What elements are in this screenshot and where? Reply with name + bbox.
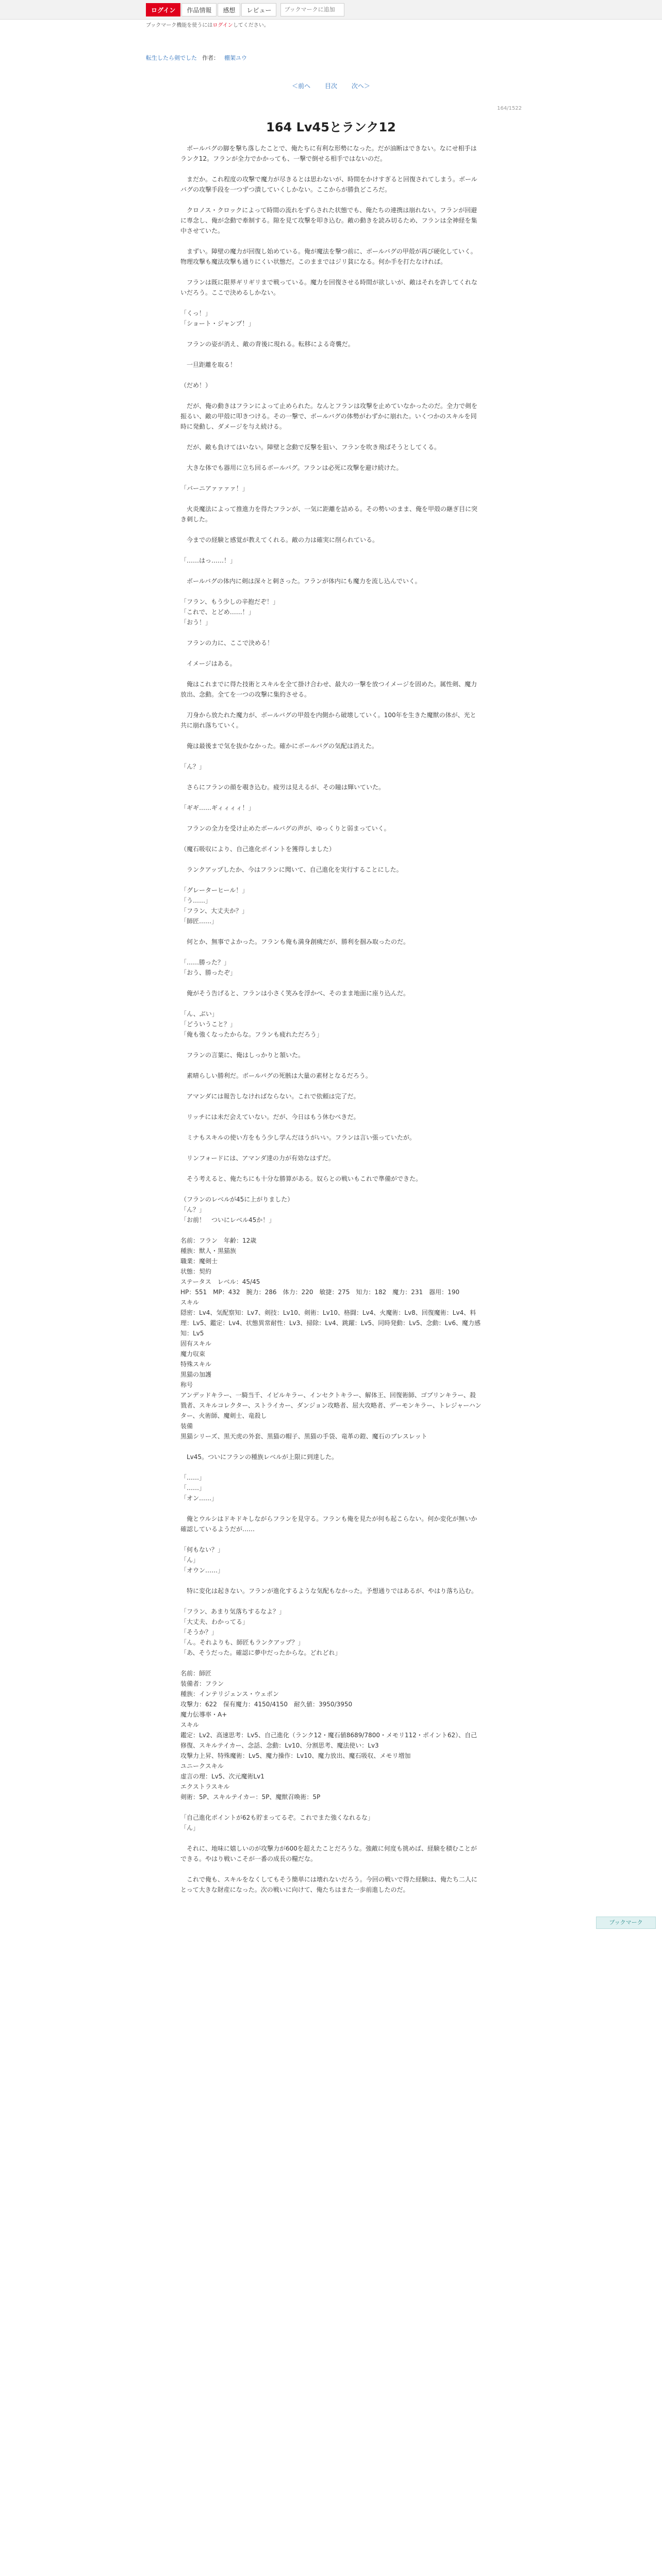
notice-login-link[interactable]: ログイン	[212, 23, 233, 28]
paragraph: 「ギギ……ギィィィィ！」	[180, 804, 255, 811]
paragraph: ボールバグの脚を撃ち落したことで、俺たちに有利な形勢になった。だが油断はできない。なにせ相手はランク12。フランが全力でかかっても、一撃で倒せる相手ではないのだ。	[180, 145, 477, 162]
paragraph: まだか。これ程度の攻撃で魔力が尽きるとは思わないが、時間をかけすぎると回復されてしまう。ボールバグの攻撃手段を一つずつ潰していくしかない。ここからが勝負どころだ。	[180, 176, 477, 193]
paragraph: 一旦距離を取る！	[180, 361, 237, 368]
paragraph: そう考えると、俺たちにも十分な勝算がある。奴らとの戦いもこれで準備ができた。	[180, 1175, 422, 1182]
paragraph: 「……はっ……！」	[180, 557, 237, 564]
paragraph: これで俺も、スキルをなくしてもそう簡単には壊れないだろう。今回の戦いで得た経験は、俺たち二人にとって大きな財産になった。次の戦いに向けて、俺たちはまた一歩前進したのだ。	[180, 1876, 477, 1893]
bookmark-notice	[146, 21, 269, 28]
paragraph: 「ん、ぶい」 「どういうこと？」 「俺も強くなったからな。フランも疲れただろう」	[180, 1010, 323, 1038]
breadcrumb-novel-link[interactable]: 転生したら剣でした	[146, 55, 197, 61]
works-info-link[interactable]: 作品情報	[181, 3, 217, 16]
paragraph: ランクアップしたか、今はフランに聞いて、自己進化を実行することにした。	[180, 866, 403, 873]
paragraph: だが、敵も負けてはいない。障壁と念動で反撃を狙い、フランを吹き飛ばそうとしてくる。	[180, 444, 441, 451]
paragraph: イメージはある。	[180, 660, 236, 667]
paragraph: 俺はこれまでに得た技術とスキルを全て掛け合わせ、最大の一撃を放つイメージを固めた。属性剣、魔力放出、念動。全てを一つの攻撃に集約させる。	[180, 681, 477, 698]
paragraph: だが、俺の動きはフランによって止められた。なんとフランは攻撃を止めていなかったのだ。全力で剣を振るい、敵の甲殻に叩きつける。その一撃で、ボールバグの体勢がわずかに崩れた。いくつかのスキルを同時に発動し、ダメージを与え続ける。	[180, 402, 478, 430]
notice-text-2: してください。	[233, 23, 269, 28]
paragraph: 何とか、無事でよかった。フランも俺も満身創痍だが、勝利を掴み取ったのだ。	[180, 938, 410, 945]
paragraph: フランの言葉に、俺はしっかりと頷いた。	[180, 1052, 305, 1059]
paragraph: 俺がそう告げると、フランは小さく笑みを浮かべ、そのまま地面に座り込んだ。	[180, 990, 410, 997]
paragraph: さらにフランの顔を覗き込む。疲労は見えるが、その瞳は輝いていた。	[180, 784, 385, 791]
paragraph: 俺は最後まで気を抜かなかった。確かにボールバグの気配は消えた。	[180, 742, 378, 750]
paragraph: 「くっ！」 「ショート・ジャンプ！」	[180, 310, 255, 327]
paragraph: クロノス・クロックによって時間の流れをずらされた状態でも、俺たちの連携は崩れない。フランが回避に専念し、俺が念動で牽制する。隙を見て攻撃を叩き込む。敵の動きを読み切るため、フランは全神経を集中させていた。	[180, 207, 477, 234]
breadcrumb	[146, 54, 247, 62]
chapter-body	[180, 143, 482, 1905]
paragraph: アマンダには報告しなければならない。これで依頼は完了だ。	[180, 1093, 360, 1100]
paragraph: 「何もない？」 「ん」 「オウン……」	[180, 1546, 224, 1574]
page-number: 164/1522	[497, 106, 522, 111]
paragraph: リッチには未だ会えていない。だが、今日はもう休むべきだ。	[180, 1113, 360, 1121]
reviews-link[interactable]: レビュー	[241, 3, 276, 16]
notice-text-1: ブックマーク機能を使うには	[146, 23, 213, 28]
chapter-title: 164 Lv45とランク12	[266, 120, 396, 134]
paragraph: 名前：フラン 年齢：12歳 種族：獣人・黒猫族 職業：魔剣士 状態：契約 ステータス レベル：45/45 HP：551 MP：432 腕力：286 体力：220 敏捷：275 知力：182 魔力：231 器用：190 スキル 隠密：Lv4、気配察知：Lv7、剣技：Lv10、剣術：Lv10、格闘：Lv4、火魔術：Lv8、回復魔術：Lv4、料理：Lv5、鑑定：Lv4、状態異常耐性：Lv3、掃除：Lv4、跳躍：Lv5、同時発動：Lv5、念動：Lv6、魔力感知：Lv5 固有スキル 魔力収束 特殊スキル 黒猫の加護 称号 アンデッドキラー、一騎当千、イビルキラー、インセクトキラー、解体王、回復術師、ゴブリンキラー、殺戮者、スキルコレクター、ストライカー、ダンジョン攻略者、屈大攻略者、デーモンキラー、トレジャーハンター、火術師、魔剣士、竜殺し 装備 黒猫シリーズ、黒天虎の外套、黒猫の帽子、黒猫の手袋、竜革の鎧、魔石のブレスレット	[180, 1237, 482, 1440]
paragraph: 今までの経験と感覚が教えてくれる。敵の力は確実に削られている。	[180, 536, 379, 544]
paragraph: まずい。障壁の魔力が回復し始めている。俺が魔法を撃つ前に、ボールバグの甲殻が再び硬化していく。物理攻撃も魔法攻撃も通りにくい状態だ。このままではジリ貧になる。何か手を打たなければ。	[180, 248, 477, 265]
paragraph: （だめ！）	[180, 382, 212, 389]
paragraph: 大きな体でも器用に立ち回るボールバグ。フランは必死に攻撃を避け続けた。	[180, 464, 403, 471]
breadcrumb-author-label: 作者：	[202, 55, 219, 61]
paragraph: 火炎魔法によって推進力を得たフランが、一気に距離を詰める。その勢いのまま、俺を甲殻の継ぎ目に突き刺した。	[180, 505, 478, 523]
paragraph: 「バーニアァァァァ！」	[180, 485, 249, 492]
paragraph: 刀身から放たれた魔力が、ボールバグの甲殻を内側から破壊していく。100年を生きた魔獣の体が、光と共に崩れ落ちていく。	[180, 711, 476, 729]
paragraph: 「グレーターヒール！」 「う……」 「フラン、大丈夫か？」 「師匠……」	[180, 887, 249, 925]
paragraph: ボールバグの体内に剣は深々と刺さった。フランが体内にも魔力を流し込んでいく。	[180, 578, 421, 585]
paragraph: 「自己進化ポイントが62も貯まってるぞ。これでまた強くなれるな」 「ん」	[180, 1814, 374, 1832]
paragraph: （魔石吸収により、自己進化ポイントを獲得しました）	[180, 845, 336, 853]
paragraph: フランの全力を受け止めたボールバグの声が、ゆっくりと弱まっていく。	[180, 825, 390, 832]
prev-link[interactable]: ＜前へ	[292, 82, 311, 90]
toc-link[interactable]: 目次	[324, 82, 337, 90]
paragraph: それに、地味に嬉しいのが攻撃力が600を超えたことだろうな。強敵に何度も挑めば、経験を積むことができる。やはり戦いこそが一番の成長の糧だな。	[180, 1845, 477, 1862]
paragraph: 特に変化は起きない。フランが進化するような気配もなかった。予想通りではあるが、やはり落ち込む。	[180, 1587, 478, 1595]
paragraph: 「フラン、もう少しの辛抱だぞ！」 「これで、とどめ……！」 「おう！」	[180, 598, 279, 626]
paragraph: 俺とウルシはドキドキしながらフランを見守る。フランも俺を見たが何も起こらない。何か変化が無いか確認しているようだが……	[180, 1515, 477, 1533]
paragraph: （フランのレベルが45に上がりました） 「ん？」 「お前！ ついにレベル45か！」	[180, 1196, 294, 1224]
paragraph: フランの力に、ここで決める！	[180, 639, 274, 647]
paragraph: 「……勝った？」 「おう、勝ったぞ」	[180, 959, 237, 976]
paragraph: 「ん？」	[180, 763, 206, 770]
pager-top	[0, 81, 662, 90]
next-link[interactable]: 次へ＞	[351, 82, 370, 90]
breadcrumb-author-link[interactable]: 棚架ユウ	[224, 55, 247, 61]
paragraph: リンフォードには、アマンダ達の力が有効なはずだ。	[180, 1155, 335, 1162]
bookmark-side-button[interactable]: ブックマーク	[596, 1917, 656, 1929]
top-nav	[146, 3, 344, 16]
bookmark-input[interactable]	[280, 3, 344, 16]
feeds-link[interactable]: 感想	[218, 3, 240, 16]
paragraph: Lv45。ついにフランの種族レベルが上限に到達した。	[180, 1453, 338, 1461]
paragraph: 名前：師匠 装備者：フラン 種族：インテリジェンス・ウェポン 攻撃力：622 保有魔力：4150/4150 耐久値：3950/3950 魔力伝導率・A+ スキル 鑑定：Lv2、高速思考：Lv5、自己進化（ランク12・魔石値8689/7800・メモリ112・ポイント62）、自己修復、スキルテイカー、念話、念動：Lv10、分割思考、魔法使い：Lv3 攻撃力上昇、特殊魔術：Lv5、魔力操作：Lv10、魔力放出、魔石吸収、メモリ増加 ユニークスキル 虚言の理：Lv5、次元魔術Lv1 エクストラスキル 剣術：5P、スキルテイカー：5P、魔獣召喚術：5P	[180, 1670, 477, 1801]
login-button[interactable]: ログイン	[146, 3, 180, 16]
paragraph: フランは既に限界ギリギリまで戦っている。魔力を回復させる時間が欲しいが、敵はそれを許してくれないだろう。ここで決めるしかない。	[180, 279, 478, 296]
paragraph: 「フラン、あまり気落ちするなよ？」 「大丈夫、わかってる」 「そうか？」 「ん。それよりも、師匠もランクアップ？」 「あ、そうだった。確認に夢中だったからな。どれどれ」	[180, 1608, 341, 1656]
header-bar	[0, 0, 662, 20]
paragraph: 「……」 「……」 「オン……」	[180, 1474, 218, 1502]
paragraph: フランの姿が消え、敵の背後に現れる。転移による奇襲だ。	[180, 341, 354, 348]
paragraph: ミナもスキルの使い方をもう少し学んだほうがいい。フランは言い張っていたが。	[180, 1134, 416, 1141]
paragraph: 素晴らしい勝利だ。ボールバグの死骸は大量の素材となるだろう。	[180, 1072, 372, 1079]
